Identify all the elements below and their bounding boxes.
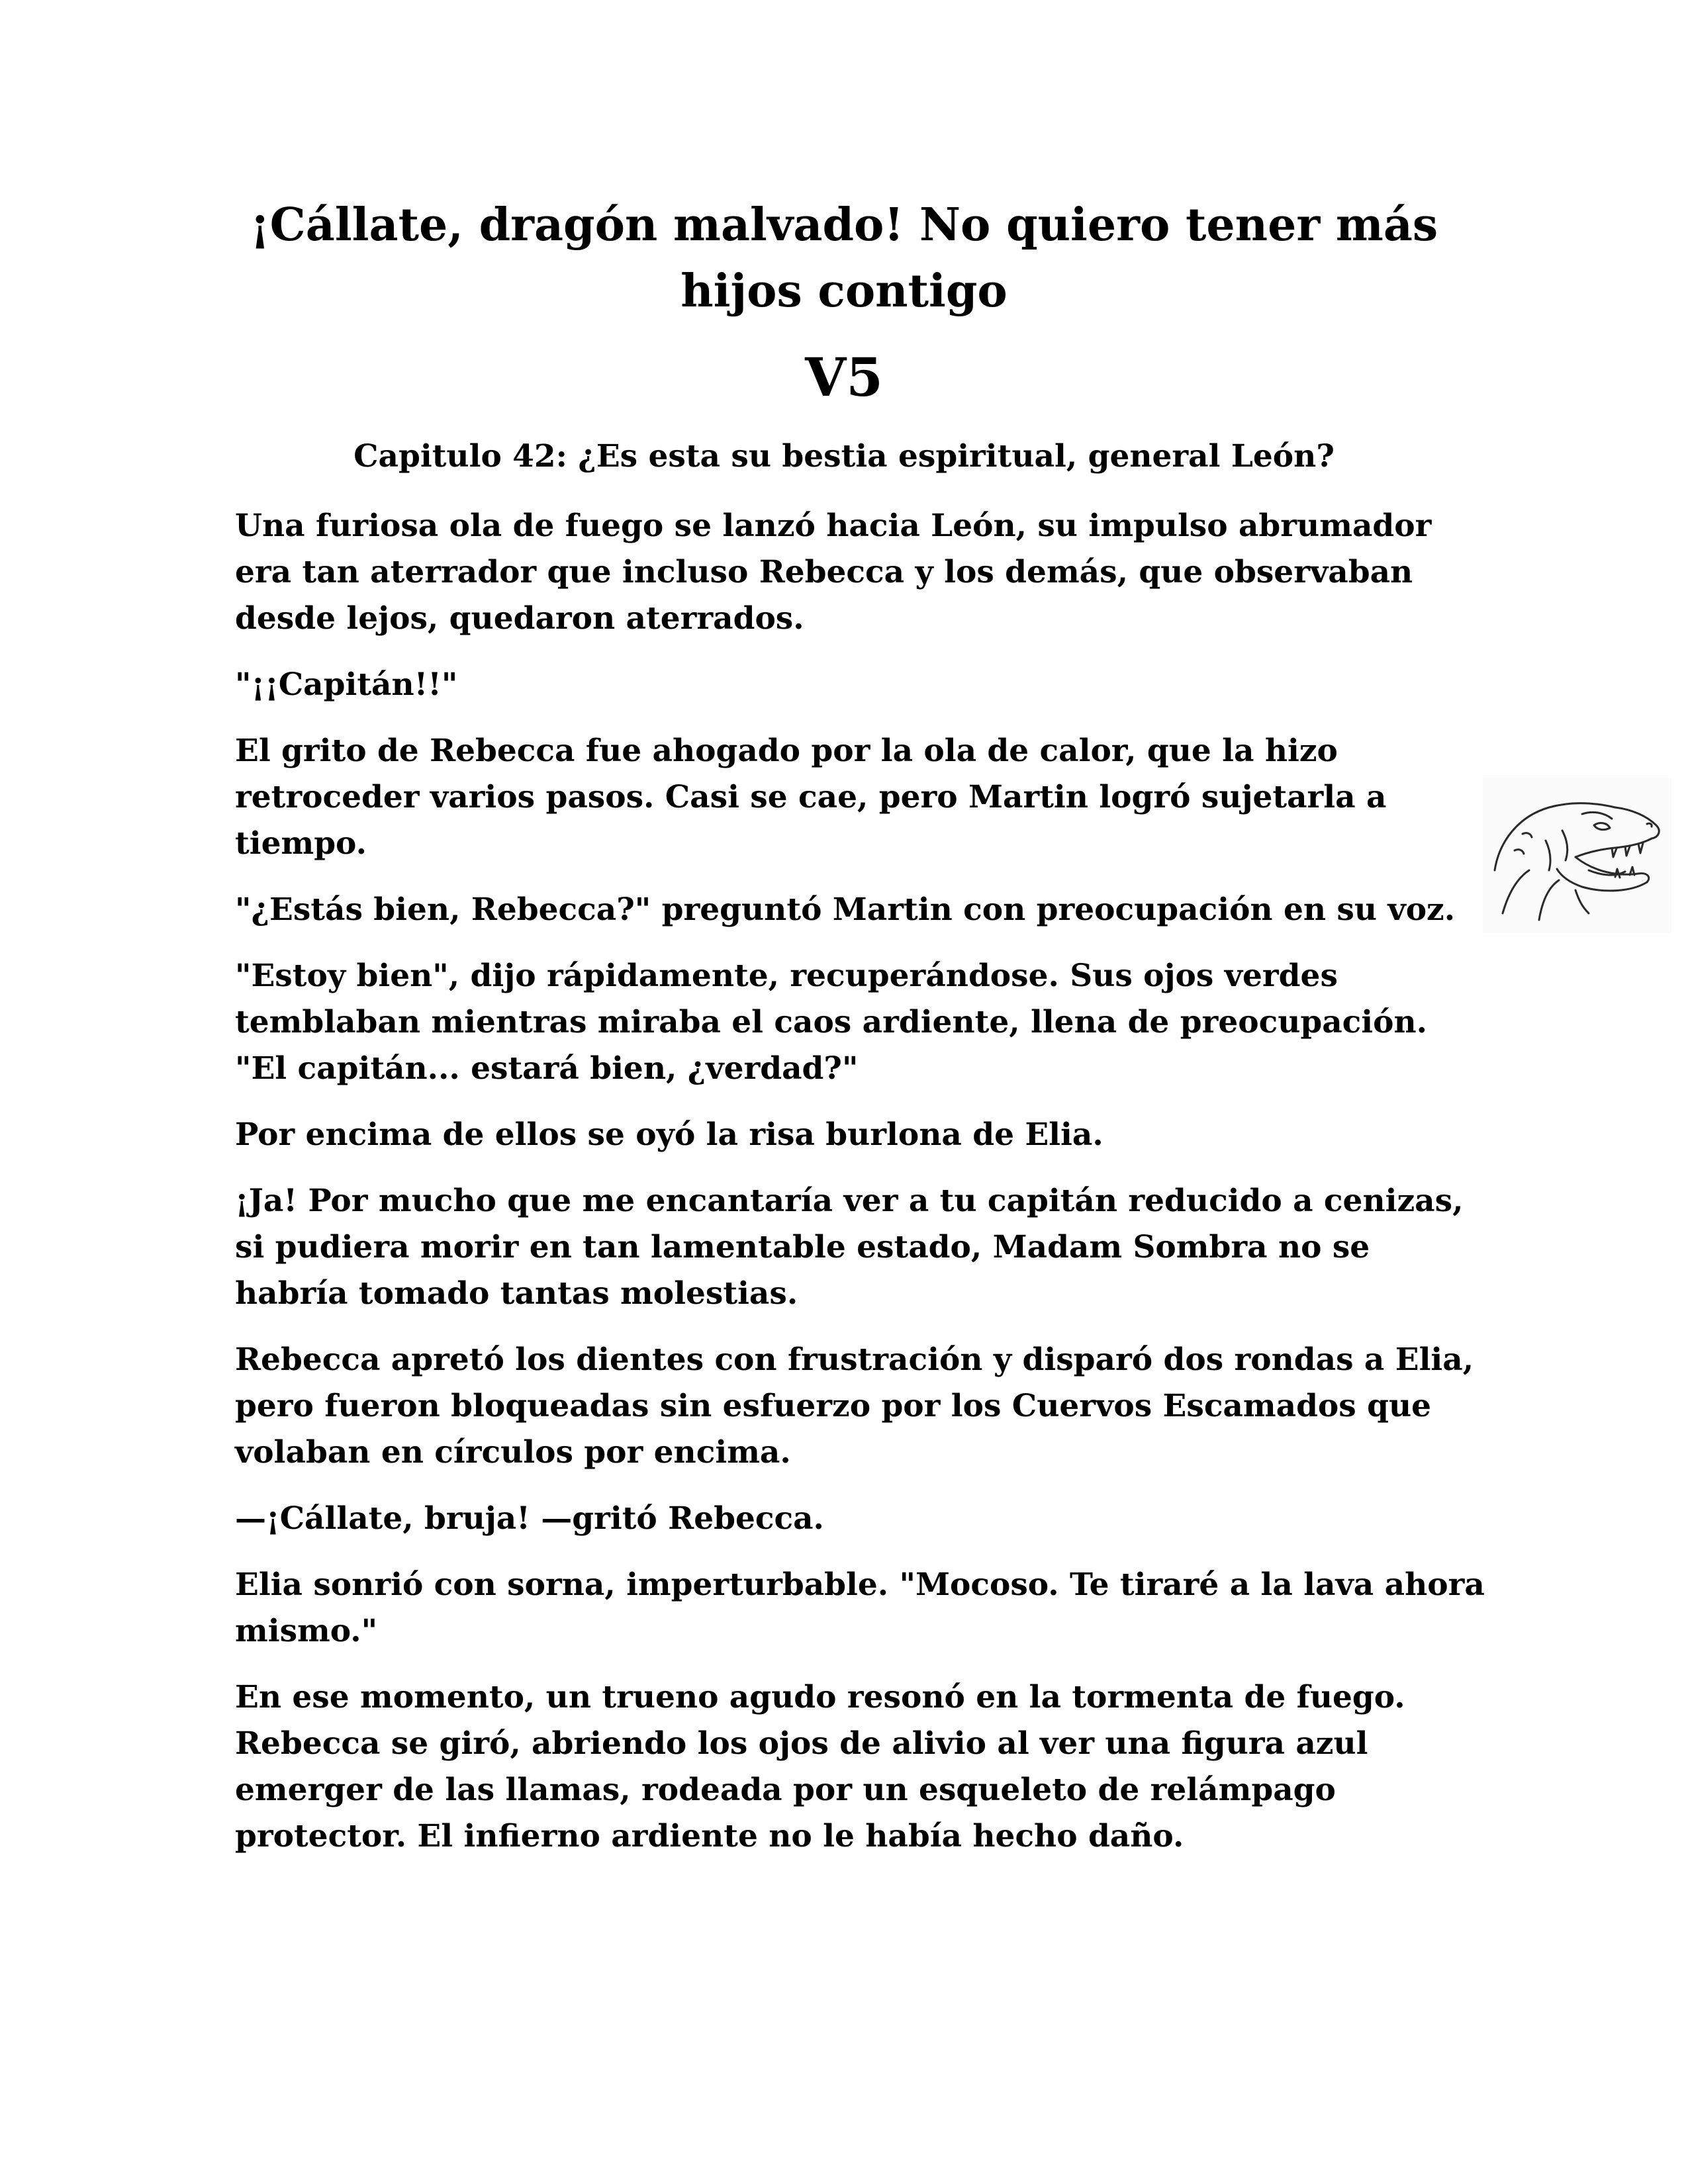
- page-title: ¡Cállate, dragón malvado! No quiero tener más hijos contigo: [250, 199, 1438, 318]
- paragraph: Rebecca apretó los dientes con frustración y disparó dos rondas a Elia, pero fueron bloqueadas sin esfuerzo por los Cuervos Escamados que volaban en círculos por encima.: [235, 1342, 1474, 1471]
- paragraph: Elia sonrió con sorna, imperturbable. "Mocoso. Te tiraré a la lava ahora mismo.": [235, 1567, 1485, 1649]
- paragraph: "¿Estás bien, Rebecca?" preguntó Martin con preocupación en su voz.: [235, 891, 1456, 928]
- paragraph: En ese momento, un trueno agudo resonó en la tormenta de fuego. Rebecca se giró, abriendo los ojos de alivio al ver una figura azul emerger de las llamas, rodeada por un esqueleto de relámpago protector. El infierno ardiente no le había hecho daño.: [235, 1679, 1405, 1854]
- paragraph: "Estoy bien", dijo rápidamente, recuperándose. Sus ojos verdes temblaban mientras miraba el caos ardiente, llena de preocupación. "El capitán... estará bien, ¿verdad?": [235, 958, 1428, 1087]
- chapter-title: Capitulo 42: ¿Es esta su bestia espiritual, general León?: [353, 438, 1335, 475]
- paragraph: "¡¡Capitán!!": [235, 666, 458, 703]
- paragraph: Una furiosa ola de fuego se lanzó hacia León, su impulso abrumador era tan aterrador que incluso Rebecca y los demás, que observaban desde lejos, quedaron aterrados.: [235, 508, 1432, 637]
- paragraph: Por encima de ellos se oyó la risa burlona de Elia.: [235, 1116, 1103, 1153]
- paragraph: ¡Ja! Por mucho que me encantaría ver a tu capitán reducido a cenizas, si pudiera morir en tan lamentable estado, Madam Sombra no se habría tomado tantas molestias.: [235, 1183, 1464, 1312]
- paragraph: —¡Cállate, bruja! —gritó Rebecca.: [235, 1500, 824, 1537]
- dragon-head-sketch-icon: [1483, 778, 1671, 933]
- paragraph: El grito de Rebecca fue ahogado por la ola de calor, que la hizo retroceder varios pasos. Casi se cae, pero Martin logró sujetarla a tiempo.: [235, 733, 1387, 862]
- volume-label: V5: [805, 346, 883, 408]
- story-body: [235, 503, 1486, 1880]
